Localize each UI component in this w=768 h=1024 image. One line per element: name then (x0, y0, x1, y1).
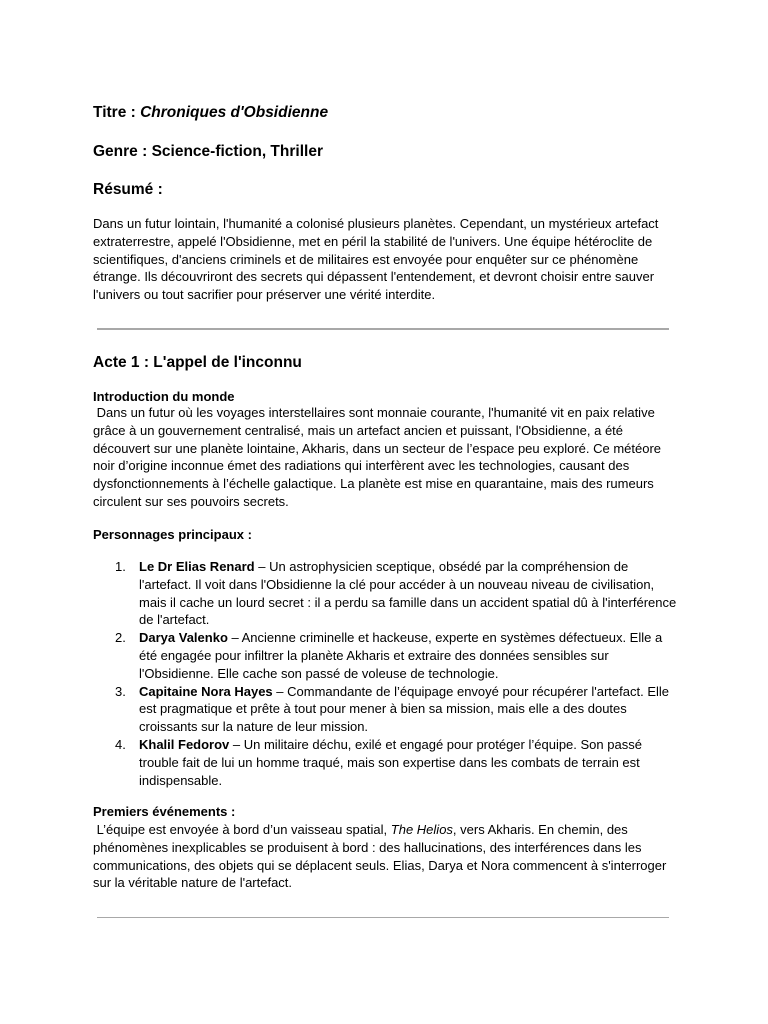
title-value: Chroniques d'Obsidienne (140, 104, 329, 121)
character-item (93, 558, 678, 629)
resume-heading: Résumé : (93, 181, 163, 198)
events-paragraph (93, 821, 678, 892)
list-number: 2. (115, 630, 126, 646)
events-text-part2: , vers Akharis. En chemin, des phénomènes inexplicables se produisent à bord : des hallucinations, des interférences dans les communications, des objets qui se déplacent seuls. Elias, Darya et Nora commencent à s'interroger sur la véritable nature de l'artefact. (93, 822, 670, 891)
character-item (93, 629, 678, 682)
character-name: Darya Valenko (139, 630, 228, 646)
list-number: 1. (115, 559, 126, 574)
character-description: – Commandante de l’équipage envoyé pour récupérer l'artefact. Elle est pragmatique et prête à tout pour mener à bien sa mission, mais elle a des doutes croissants sur la nature de leur mission. (139, 683, 670, 735)
character-item (93, 736, 678, 789)
ship-name: The Helios (390, 822, 453, 837)
resume-paragraph: Dans un futur lointain, l'humanité a colonisé plusieurs planètes. Cependant, un mystérieux artefact extraterrestre, appelé l'Obsidienne, met en péril la stabilité de l'univers. Une équipe hétéroclite de scientifiques, d'anciens criminels et de militaires est envoyée pour enquêter sur ce phénomène étrange. Ils découvriront des secrets qui dépassent l'entendement, et devront choisir entre sauver l'univers ou tout sacrifier pour préserver une vérité interdite. (93, 216, 659, 303)
events-text-part1: L’équipe est envoyée à bord d’un vaisseau spatial, (93, 822, 391, 837)
character-description: – Ancienne criminelle et hackeuse, experte en systèmes défectueux. Elle a été engagée pour infiltrer la planète Akharis et extraire des données sensibles sur l'Obsidienne. Elle cache son passé de voleuse de technologie. (139, 630, 663, 681)
character-name: Le Dr Elias Renard (139, 559, 255, 574)
title-line (93, 104, 328, 122)
characters-heading: Personnages principaux : (93, 527, 252, 542)
character-name: Capitaine Nora Hayes (139, 683, 273, 699)
intro-heading: Introduction du monde (93, 389, 235, 404)
list-number: 3. (115, 683, 126, 699)
character-description: – Un militaire déchu, exilé et engagé pour protéger l’équipe. Son passé trouble fait de lui un homme traqué, mais son expertise dans les combats de terrain est indispensable. (139, 736, 642, 788)
character-name: Khalil Fedorov (139, 736, 230, 752)
intro-paragraph: Dans un futur où les voyages interstellaires sont monnaie courante, l'humanité vit en paix relative grâce à un gouvernement centralisé, mais un artefact ancien et puissant, l'Obsidienne, a été découvert sur une planète lointaine, Akharis, dans un secteur de l’espace peu exploré. Ce météore noir d’origine inconnue émet des radiations qui interfèrent avec les technologies, causant des dysfonctionnements à l’échelle galactique. La planète est mise en quarantaine, mais des rumeurs circulent sur ses pouvoirs secrets. (93, 405, 665, 509)
events-heading: Premiers événements : (93, 804, 236, 819)
character-description: – Un astrophysicien sceptique, obsédé par la compréhension de l'artefact. Il voit dans l'Obsidienne la clé pour accéder à un nouveau niveau de civilisation, mais il cache un lourd secret : il a perdu sa famille dans un accident spatial dû à l'interférence de l'artefact. (139, 559, 677, 628)
act1-heading: Acte 1 : L'appel de l'inconnu (93, 354, 302, 371)
character-item (93, 683, 678, 736)
characters-list (93, 558, 678, 789)
section-divider (97, 328, 669, 330)
title-label: Titre : (93, 104, 141, 121)
genre-line: Genre : Science-fiction, Thriller (93, 143, 323, 160)
section-divider-bottom (97, 917, 669, 918)
list-number: 4. (115, 736, 126, 752)
